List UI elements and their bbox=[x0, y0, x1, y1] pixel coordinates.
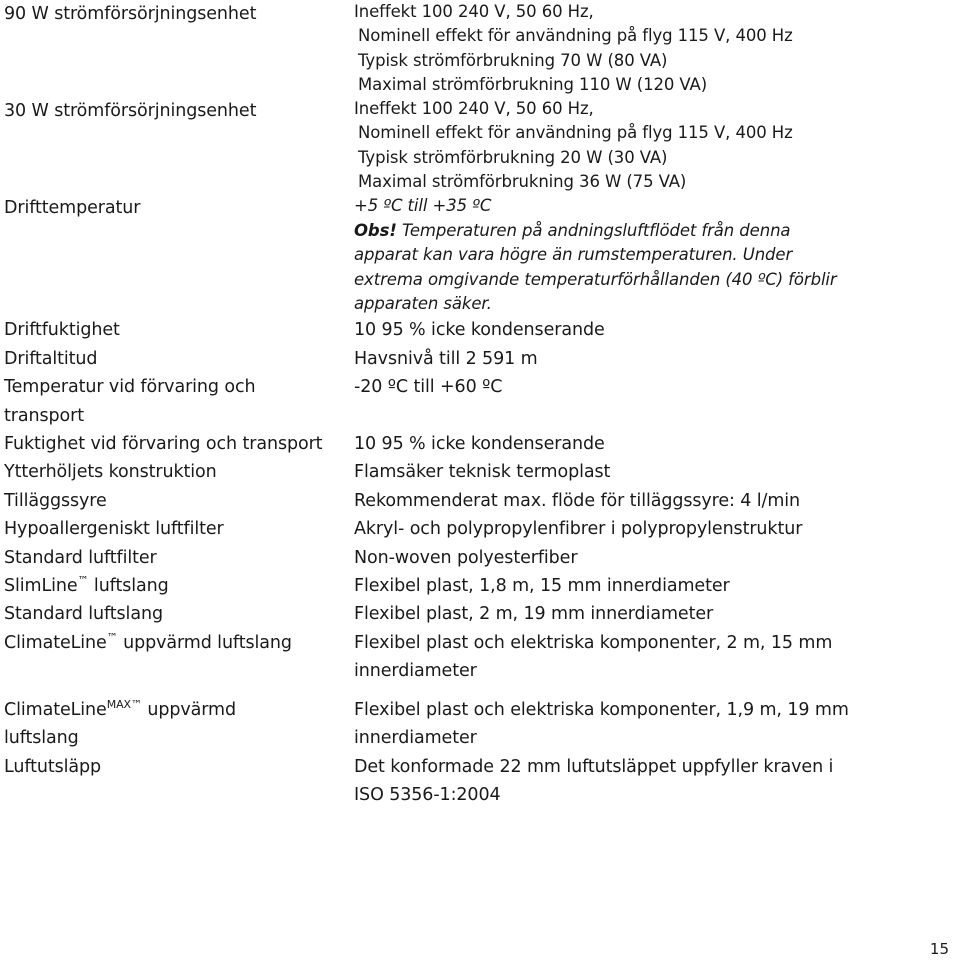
spec-value bbox=[354, 0, 934, 97]
spec-label bbox=[4, 373, 354, 430]
spec-value-line: +5 ºC till +35 ºC bbox=[354, 196, 492, 216]
spec-value: Rekommenderat max. flöde för tilläggssyre: 4 l/min bbox=[354, 490, 801, 511]
spec-label-line: transport bbox=[4, 405, 84, 426]
spec-note-line: apparat kan vara högre än rumstemperaturen. Under bbox=[354, 245, 793, 265]
label-rest: uppvärmd bbox=[141, 699, 236, 720]
spec-value: Flexibel plast, 2 m, 19 mm innerdiameter bbox=[354, 604, 714, 625]
spec-row-storage-humidity bbox=[4, 430, 934, 458]
spec-value: Akryl- och polypropylenfibrer i polypropylenstruktur bbox=[354, 519, 803, 540]
spec-value bbox=[354, 629, 934, 686]
note-text: Temperaturen på andningsluftflödet från denna bbox=[396, 220, 791, 240]
spec-label: Luftutsläpp bbox=[4, 756, 102, 777]
spec-row-standard-filter bbox=[4, 544, 934, 572]
label-rest: luftslang bbox=[88, 576, 169, 597]
spec-value-line: Flexibel plast och elektriska komponenter, 1,9 m, 19 mm bbox=[354, 699, 849, 720]
spec-value-line: innerdiameter bbox=[354, 661, 477, 682]
page-number: 15 bbox=[929, 940, 949, 958]
trademark-sup: MAX™ bbox=[106, 697, 142, 711]
trademark-sup: ™ bbox=[106, 630, 118, 644]
spec-label: Standard luftslang bbox=[4, 604, 163, 625]
spec-row-enclosure bbox=[4, 458, 934, 486]
note-marker: Obs! bbox=[354, 220, 397, 240]
spec-label-line: luftslang bbox=[4, 728, 79, 749]
spec-label: Tilläggssyre bbox=[4, 490, 107, 511]
spec-label: 90 W strömförsörjningsenhet bbox=[4, 4, 257, 24]
spec-value-line: innerdiameter bbox=[354, 728, 477, 749]
spec-value-line: Det konformade 22 mm luftutsläppet uppfyller kraven i bbox=[354, 756, 834, 777]
spec-row-storage-temperature bbox=[4, 373, 934, 430]
spec-value: -20 ºC till +60 ºC bbox=[354, 377, 503, 398]
spec-value: 10 95 % icke kondenserande bbox=[354, 320, 605, 341]
spec-note-line bbox=[354, 219, 934, 243]
spec-label: Hypoallergeniskt luftfilter bbox=[4, 519, 224, 540]
spec-label: Ytterhöljets konstruktion bbox=[4, 462, 217, 483]
spec-label: Driftfuktighet bbox=[4, 320, 120, 341]
spec-value: Flamsäker teknisk termoplast bbox=[354, 462, 611, 483]
spec-label: Drifttemperatur bbox=[4, 198, 141, 219]
spec-value bbox=[354, 696, 934, 753]
spec-row-standard-tubing bbox=[4, 600, 934, 628]
spec-value-line: Flexibel plast och elektriska komponenter, 2 m, 15 mm bbox=[354, 632, 833, 653]
spec-row-air-outlet bbox=[4, 753, 934, 810]
spec-row-operating-temperature bbox=[4, 194, 934, 316]
spec-label: Fuktighet vid förvaring och transport bbox=[4, 434, 323, 455]
trademark-sup: ™ bbox=[77, 574, 89, 588]
spec-row-power-supply-90w bbox=[4, 0, 934, 97]
spec-value-line: Nominell effekt för användning på flyg 115 V, 400 Hz bbox=[358, 26, 793, 46]
spec-value-line: Nominell effekt för användning på flyg 115 V, 400 Hz bbox=[358, 123, 793, 143]
spec-label: Standard luftfilter bbox=[4, 547, 157, 568]
spec-value-line: Ineffekt 100 240 V, 50 60 Hz, bbox=[354, 99, 594, 119]
spec-row-operating-humidity bbox=[4, 316, 934, 344]
spec-row-climateline-max-tubing bbox=[4, 696, 934, 753]
spec-value-line: Maximal strömförbrukning 36 W (75 VA) bbox=[358, 172, 687, 192]
specification-table bbox=[4, 0, 934, 809]
spec-value-line: Typisk strömförbrukning 20 W (30 VA) bbox=[358, 147, 668, 167]
spec-row-operating-altitude bbox=[4, 345, 934, 373]
spec-label: Driftaltitud bbox=[4, 348, 98, 369]
spec-row-slimline-tubing bbox=[4, 572, 934, 600]
spec-value: 10 95 % icke kondenserande bbox=[354, 434, 605, 455]
spec-value bbox=[354, 194, 934, 316]
label-brand: ClimateLine bbox=[4, 699, 107, 720]
label-rest: uppvärmd luftslang bbox=[117, 632, 292, 653]
spec-value: Havsnivå till 2 591 m bbox=[354, 348, 538, 369]
spec-value: Non-woven polyesterfiber bbox=[354, 547, 578, 568]
spec-row-supplemental-oxygen bbox=[4, 487, 934, 515]
label-brand: ClimateLine bbox=[4, 632, 107, 653]
spec-value: Flexibel plast, 1,8 m, 15 mm innerdiameter bbox=[354, 576, 730, 597]
spec-note-line: apparaten säker. bbox=[354, 294, 492, 313]
spec-value-line: Ineffekt 100 240 V, 50 60 Hz, bbox=[354, 2, 594, 21]
spec-value bbox=[354, 97, 934, 194]
spec-row-climateline-tubing bbox=[4, 629, 934, 686]
spec-value bbox=[354, 753, 934, 810]
label-brand: SlimLine bbox=[4, 576, 78, 597]
spec-label bbox=[4, 572, 354, 600]
spec-label-line bbox=[4, 696, 354, 724]
spec-label bbox=[4, 696, 354, 753]
spec-row-hypoallergenic-filter bbox=[4, 515, 934, 543]
spec-label-line: Temperatur vid förvaring och bbox=[4, 377, 256, 398]
spec-label: 30 W strömförsörjningsenhet bbox=[4, 101, 257, 122]
spec-value-line: Maximal strömförbrukning 110 W (120 VA) bbox=[358, 74, 708, 94]
spec-row-power-supply-30w bbox=[4, 97, 934, 194]
spec-value-line: ISO 5356-1:2004 bbox=[354, 784, 501, 805]
spec-value-line: Typisk strömförbrukning 70 W (80 VA) bbox=[358, 50, 668, 70]
spec-note-line: extrema omgivande temperaturförhållanden (40 ºC) förblir bbox=[354, 269, 837, 289]
spec-label bbox=[4, 629, 354, 657]
